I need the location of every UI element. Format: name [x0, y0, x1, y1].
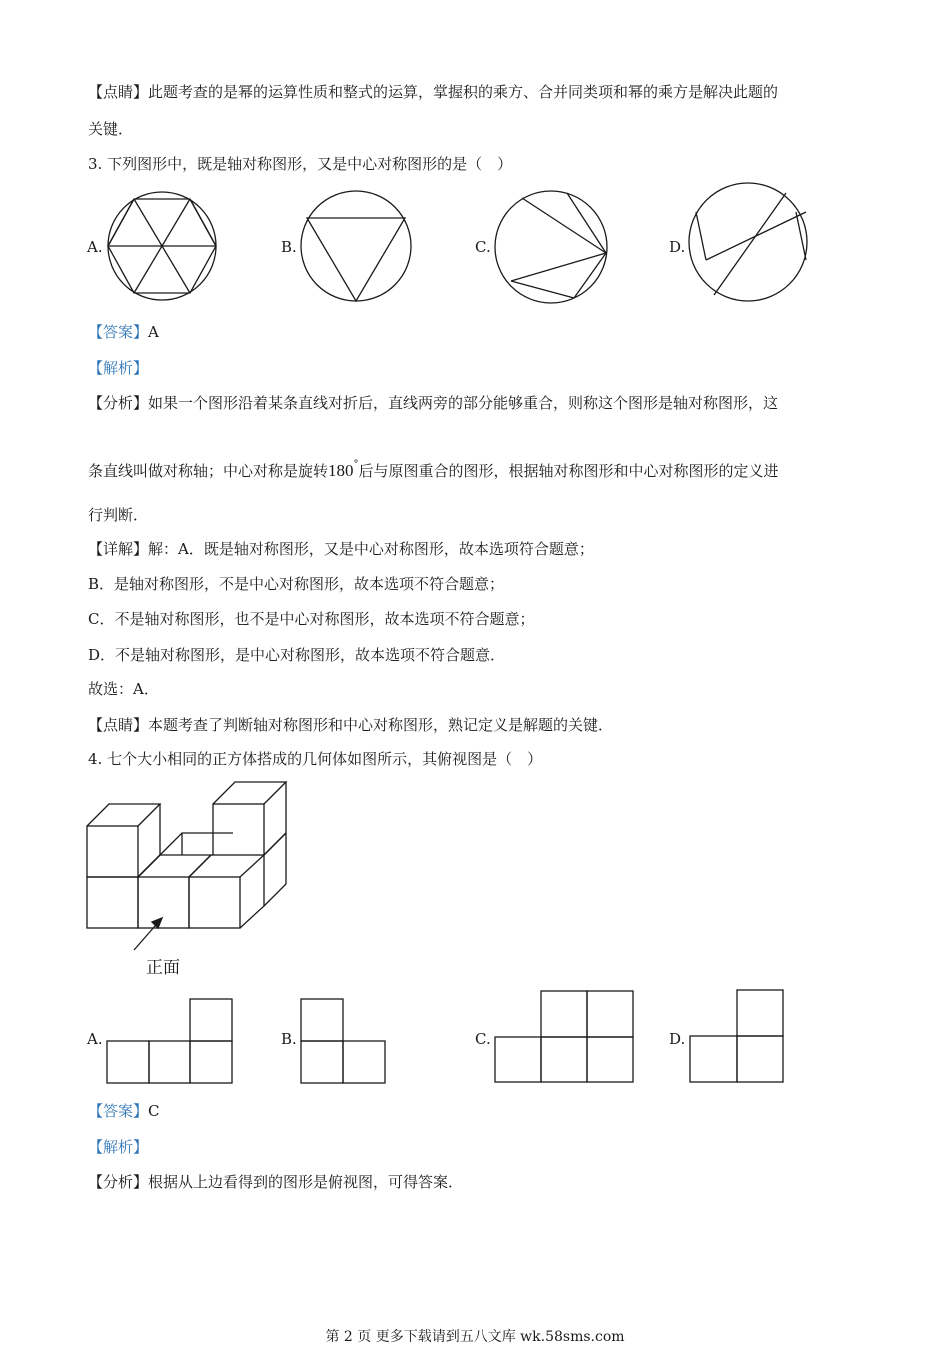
- q3-option-a-label: A.: [87, 238, 103, 256]
- page-footer: 第 2 页 更多下载请到五八文库 wk.58sms.com: [325, 1329, 625, 1345]
- q3-choice: 故选：A．: [88, 680, 159, 698]
- q3-fenxi-text-a: 条直线叫做对称轴；中心对称是旋转: [88, 462, 329, 480]
- q4-fenxi: [88, 1172, 463, 1192]
- q3-fenxi-end: 行判断．: [88, 506, 149, 524]
- dianjing-tag: 【点睛】: [88, 83, 149, 101]
- dianjing-text-cont: 关键．: [88, 120, 134, 138]
- q3-fenxi-text: 如果一个图形沿着某条直线对折后，直线两旁的部分能够重合，则称这个图形是轴对称图形，这: [148, 394, 779, 412]
- q3-fenxi-tag: 【分析】: [88, 394, 149, 412]
- q3-option-b-label: B.: [281, 238, 297, 256]
- q3-figure-d: [688, 182, 810, 304]
- q4-jiexi-tag: 【解析】: [88, 1138, 149, 1156]
- q3-fenxi-text-b: 后与原图重合的图形，根据轴对称图形和中心对称图形的定义进: [358, 462, 779, 480]
- q3-xiangjie-d: D．不是轴对称图形，是中心对称图形，故本选项不符合题意．: [88, 646, 506, 664]
- dianjing-text: 此题考查的是幂的运算性质和整式的运算，掌握积的乘方、合并同类项和幂的乘方是解决此题的: [148, 83, 779, 101]
- q3-xiangjie-c: C．不是轴对称图形，也不是中心对称图形，故本选项不符合题意；: [88, 610, 535, 628]
- q3-dianjing: [88, 715, 613, 735]
- q4-figure-a: [106, 998, 234, 1084]
- q4-option-c-label: C.: [475, 1030, 491, 1048]
- q3-figure-c: [494, 190, 610, 304]
- q3-dianjing-text: 本题考查了判断轴对称图形和中心对称图形，熟记定义是解题的关键．: [148, 716, 614, 734]
- q4-fenxi-text: 根据从上边看得到的图形是俯视图，可得答案．: [148, 1173, 464, 1191]
- q4-fenxi-tag: 【分析】: [88, 1173, 149, 1191]
- q3-answer-tag: 【答案】: [88, 323, 149, 341]
- q3-dianjing-tag: 【点睛】: [88, 716, 149, 734]
- q3-option-d-label: D.: [669, 238, 686, 256]
- q3-stem: 3. 下列图形中，既是轴对称图形，又是中心对称图形的是（ ）: [88, 155, 513, 173]
- q3-xiangjie-tag: 【详解】: [88, 540, 149, 558]
- q3-fenxi-degree: 180: [328, 461, 354, 480]
- q3-fenxi-degree-symbol: °: [353, 459, 359, 470]
- dianjing-paragraph: [88, 82, 778, 102]
- q4-option-d-label: D.: [669, 1030, 686, 1048]
- q4-figure-b: [300, 998, 388, 1084]
- q4-cube-structure: [86, 780, 291, 952]
- q4-front-label: 正面: [146, 958, 180, 978]
- q3-figure-b: [300, 190, 412, 302]
- q3-fenxi: [88, 393, 778, 413]
- q3-figure-a: [106, 190, 218, 302]
- q3-xiangjie: [88, 539, 594, 559]
- q4-answer: [88, 1101, 160, 1121]
- q3-answer: [88, 322, 159, 342]
- q3-answer-value: A: [148, 323, 159, 341]
- q4-answer-tag: 【答案】: [88, 1102, 149, 1120]
- q4-option-a-label: A.: [87, 1030, 103, 1048]
- q4-answer-value: C: [148, 1102, 160, 1120]
- q3-xiangjie-b: B．是轴对称图形，不是中心对称图形，故本选项不符合题意；: [88, 575, 505, 593]
- q4-stem: 4. 七个大小相同的正方体搭成的几何体如图所示，其俯视图是（ ）: [88, 750, 543, 768]
- q4-figure-d: [689, 989, 787, 1084]
- q4-option-b-label: B.: [281, 1030, 297, 1048]
- q4-figure-c: [494, 990, 636, 1084]
- q3-xiangjie-a: 解：A．既是轴对称图形，又是中心对称图形，故本选项符合题意；: [148, 540, 594, 558]
- q3-option-c-label: C.: [475, 238, 491, 256]
- q3-jiexi-tag: 【解析】: [88, 359, 149, 377]
- q3-fenxi-cont: [88, 454, 779, 482]
